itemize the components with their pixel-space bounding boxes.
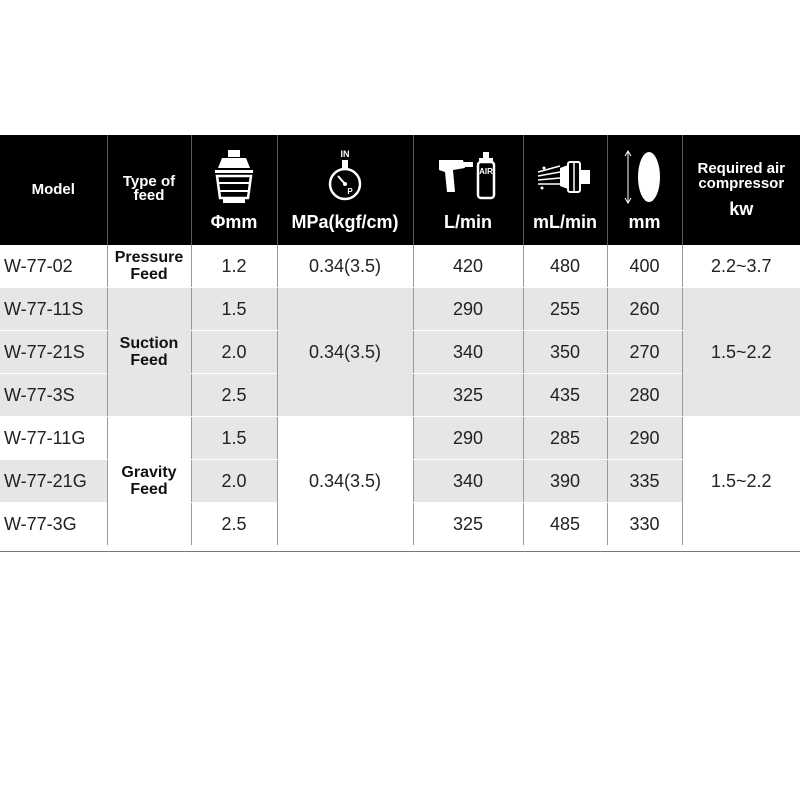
air-consumption-cell: 290 <box>413 288 523 331</box>
feed-type-cell: Suction Feed <box>107 288 191 417</box>
air-consumption-cell: 340 <box>413 331 523 374</box>
header-air-unit: L/min <box>444 211 492 232</box>
air-consumption-cell: 290 <box>413 417 523 460</box>
air-consumption-cell: 325 <box>413 374 523 417</box>
air-consumption-cell: 420 <box>413 245 523 288</box>
table-bottom-rule <box>0 551 800 552</box>
model-cell: W-77-3G <box>0 503 107 546</box>
air-label: AIR <box>479 166 493 176</box>
pattern-width-cell: 270 <box>607 331 682 374</box>
header-compressor-unit: kw <box>729 198 754 219</box>
table-row <box>0 417 800 460</box>
model-cell: W-77-21G <box>0 460 107 503</box>
fluid-output-cell: 350 <box>523 331 607 374</box>
table-body <box>0 245 800 546</box>
header-feed-label: Type of feed <box>122 173 176 204</box>
spray-gun-air-icon <box>433 148 503 206</box>
header-nozzle <box>191 135 277 245</box>
fluid-output-cell: 485 <box>523 503 607 546</box>
compressor-cell: 2.2~3.7 <box>682 245 800 288</box>
pressure-gauge-icon <box>322 148 368 206</box>
header-pattern-unit: mm <box>628 211 661 232</box>
table-header <box>0 135 800 245</box>
nozzle-cell: 1.5 <box>191 417 277 460</box>
pattern-width-cell: 280 <box>607 374 682 417</box>
header-compressor-label: Required air compressor <box>697 159 786 192</box>
feed-type-cell: Gravity Feed <box>107 417 191 546</box>
gauge-p-label: P <box>347 186 353 196</box>
header-pressure <box>277 135 413 245</box>
air-consumption-cell: 340 <box>413 460 523 503</box>
pressure-cell: 0.34(3.5) <box>277 245 413 288</box>
compressor-cell: 1.5~2.2 <box>682 417 800 546</box>
nozzle-cell: 1.2 <box>191 245 277 288</box>
spec-table <box>0 135 800 546</box>
nozzle-cell: 1.5 <box>191 288 277 331</box>
header-air <box>413 135 523 245</box>
header-feed <box>107 135 191 245</box>
fluid-output-cell: 390 <box>523 460 607 503</box>
table-row <box>0 288 800 331</box>
pattern-width-cell: 330 <box>607 503 682 546</box>
pattern-width-cell: 290 <box>607 417 682 460</box>
fluid-output-cell: 480 <box>523 245 607 288</box>
spray-pattern-icon <box>622 148 668 206</box>
table-row <box>0 245 800 288</box>
nozzle-cell: 2.0 <box>191 460 277 503</box>
model-cell: W-77-11G <box>0 417 107 460</box>
model-cell: W-77-21S <box>0 331 107 374</box>
nozzle-cell: 2.0 <box>191 331 277 374</box>
fluid-output-cell: 255 <box>523 288 607 331</box>
header-model-label: Model <box>31 181 75 198</box>
header-fluid-unit: mL/min <box>532 211 597 232</box>
feed-type-cell: Pressure Feed <box>107 245 191 288</box>
paint-cup-icon <box>211 148 257 206</box>
fluid-output-cell: 285 <box>523 417 607 460</box>
header-compressor <box>682 135 800 245</box>
nozzle-cell: 2.5 <box>191 503 277 546</box>
header-fluid <box>523 135 607 245</box>
pattern-width-cell: 335 <box>607 460 682 503</box>
nozzle-cell: 2.5 <box>191 374 277 417</box>
spray-nozzle-icon <box>534 148 596 206</box>
pressure-cell: 0.34(3.5) <box>277 417 413 546</box>
model-cell: W-77-11S <box>0 288 107 331</box>
fluid-output-cell: 435 <box>523 374 607 417</box>
pressure-cell: 0.34(3.5) <box>277 288 413 417</box>
pattern-width-cell: 400 <box>607 245 682 288</box>
air-consumption-cell: 325 <box>413 503 523 546</box>
model-cell: W-77-3S <box>0 374 107 417</box>
header-pressure-unit: MPa(kgf/cm) <box>291 211 399 232</box>
pattern-width-cell: 260 <box>607 288 682 331</box>
gauge-in-label: IN <box>340 148 350 159</box>
header-nozzle-unit: Φmm <box>210 211 258 232</box>
header-model <box>0 135 107 245</box>
compressor-cell: 1.5~2.2 <box>682 288 800 417</box>
model-cell: W-77-02 <box>0 245 107 288</box>
header-pattern <box>607 135 682 245</box>
